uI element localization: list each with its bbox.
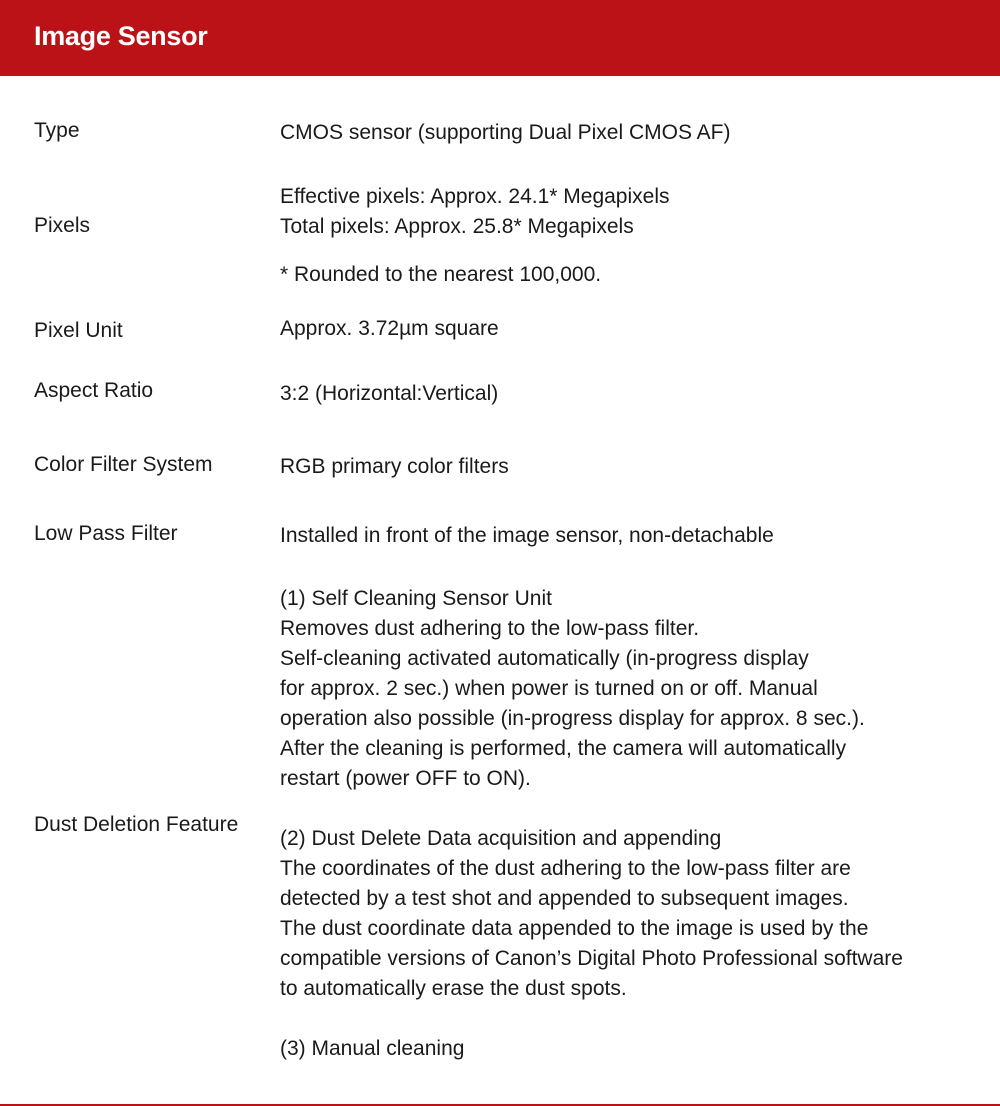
spec-value-low-pass-filter: Installed in front of the image sensor, non-detachable <box>280 524 774 547</box>
spec-label-low-pass-filter: Low Pass Filter <box>34 522 178 545</box>
effective-pixels-text: Effective pixels: Approx. 24.1* Megapixels <box>280 185 670 208</box>
spec-label-dust-deletion: Dust Deletion Feature <box>34 813 239 836</box>
dust-manual-cleaning: (3) Manual cleaning <box>280 1037 465 1060</box>
dust-block2-line: compatible versions of Canon’s Digital Photo Professional software <box>280 947 903 970</box>
spec-label-aspect-ratio: Aspect Ratio <box>34 379 154 402</box>
dust-self-cleaning-block <box>280 584 865 794</box>
pixels-footnote: * Rounded to the nearest 100,000. <box>280 263 602 286</box>
dust-delete-data-block <box>280 824 903 1004</box>
dust-block1-line: Removes dust adhering to the low-pass filter. <box>280 617 700 640</box>
spec-label-pixel-unit: Pixel Unit <box>34 319 123 342</box>
dust-block1-line: After the cleaning is performed, the camera will automatically <box>280 737 847 760</box>
dust-block1-line: Self-cleaning activated automatically (in-progress display <box>280 647 809 670</box>
spec-value-pixels <box>280 182 670 242</box>
spec-label-type: Type <box>34 119 80 142</box>
dust-block2-line: detected by a test shot and appended to subsequent images. <box>280 887 849 910</box>
spec-value-color-filter: RGB primary color filters <box>280 455 509 478</box>
dust-block2-line: The coordinates of the dust adhering to the low-pass filter are <box>280 857 851 880</box>
dust-block1-line: for approx. 2 sec.) when power is turned on or off. Manual <box>280 677 818 700</box>
dust-block2-line: The dust coordinate data appended to the image is used by the <box>280 917 869 940</box>
spec-value-aspect-ratio: 3:2 (Horizontal:Vertical) <box>280 382 499 405</box>
dust-block2-line: (2) Dust Delete Data acquisition and appending <box>280 827 722 850</box>
spec-value-pixel-unit: Approx. 3.72µm square <box>280 317 499 340</box>
dust-block1-line: restart (power OFF to ON). <box>280 767 531 790</box>
section-header <box>0 0 1000 76</box>
spec-label-color-filter: Color Filter System <box>34 453 213 476</box>
dust-block1-line: operation also possible (in-progress display for approx. 8 sec.). <box>280 707 865 730</box>
total-pixels-text: Total pixels: Approx. 25.8* Megapixels <box>280 215 634 238</box>
dust-block1-line: (1) Self Cleaning Sensor Unit <box>280 587 552 610</box>
spec-label-pixels: Pixels <box>34 214 91 237</box>
dust-block2-line: to automatically erase the dust spots. <box>280 977 627 1000</box>
spec-value-type: CMOS sensor (supporting Dual Pixel CMOS AF) <box>280 121 731 144</box>
section-title: Image Sensor <box>34 21 208 51</box>
